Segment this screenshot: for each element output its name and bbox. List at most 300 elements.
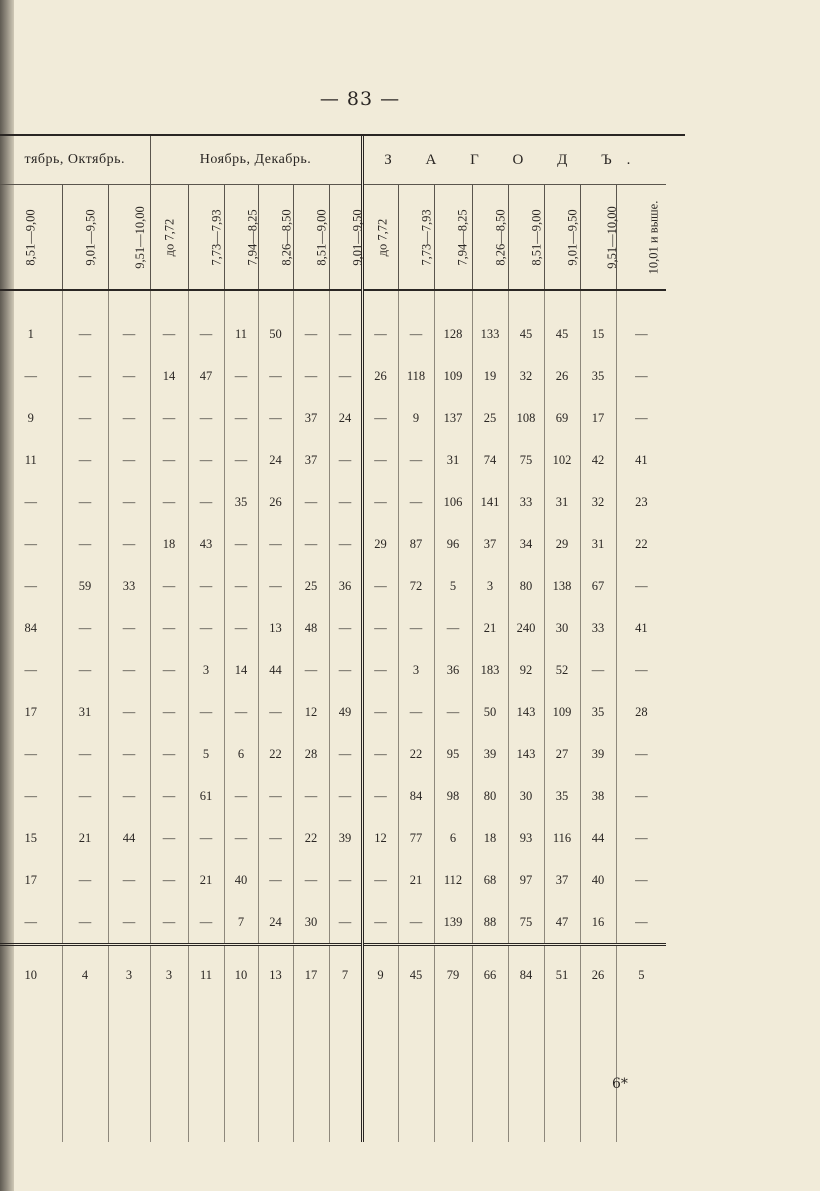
empty-cell — [150, 1032, 188, 1142]
table-cell: — — [62, 397, 108, 439]
table-cell: 21 — [472, 607, 508, 649]
table-cell: 18 — [472, 817, 508, 859]
table-cell: — — [188, 397, 224, 439]
table-cell: 138 — [544, 565, 580, 607]
table-cell: 52 — [544, 649, 580, 691]
table-cell: 50 — [258, 313, 293, 355]
table-cell: 14 — [150, 355, 188, 397]
table-cell: 32 — [580, 481, 616, 523]
table-cell: — — [362, 733, 398, 775]
table-cell: — — [258, 565, 293, 607]
table-cell: — — [62, 901, 108, 945]
table-cell: 35 — [544, 775, 580, 817]
table-cell: 1 — [27, 326, 34, 341]
empty-cell — [434, 1032, 472, 1142]
table-cell: 6 — [434, 817, 472, 859]
table-cell: 43 — [188, 523, 224, 565]
totals-row — [0, 945, 666, 1033]
table-cell: — — [362, 439, 398, 481]
table-cell: — — [580, 649, 616, 691]
table-cell: — — [329, 607, 362, 649]
table-cell: — — [62, 523, 108, 565]
table-cell: 17 — [580, 397, 616, 439]
table-row — [0, 313, 666, 355]
table-cell: — — [398, 691, 434, 733]
table-cell: 108 — [508, 397, 544, 439]
table-cell: — — [616, 859, 666, 901]
table-cell: — — [329, 775, 362, 817]
table-cell: 21 — [62, 817, 108, 859]
table-cell: — — [293, 859, 329, 901]
column-header — [580, 185, 619, 291]
table-cell: — — [329, 313, 362, 355]
spacer-cell — [616, 290, 666, 313]
table-cell: 68 — [472, 859, 508, 901]
table-cell: — — [616, 775, 666, 817]
empty-cell — [508, 1032, 544, 1142]
empty-cell — [544, 1032, 580, 1142]
column-header — [544, 185, 580, 291]
table-cell: 240 — [508, 607, 544, 649]
table-row — [0, 733, 666, 775]
table-cell: — — [108, 691, 150, 733]
column-header-label: 8,26—8,50 — [493, 209, 508, 266]
column-header — [329, 185, 365, 291]
table-cell: 25 — [472, 397, 508, 439]
table-cell: 106 — [434, 481, 472, 523]
table-cell: 39 — [472, 733, 508, 775]
column-header — [258, 185, 293, 291]
statistics-table-wrap — [0, 136, 666, 1068]
table-cell: — — [258, 775, 293, 817]
table-cell: — — [24, 536, 37, 551]
table-cell: 6 — [224, 733, 258, 775]
table-cell: 74 — [472, 439, 508, 481]
table-cell: 11 — [224, 313, 258, 355]
table-cell: — — [616, 733, 666, 775]
header-group-sep-oct: тябрь, Октябрь. — [0, 136, 150, 185]
empty-cell — [329, 1032, 362, 1142]
table-row — [0, 691, 666, 733]
empty-cell — [293, 1032, 329, 1142]
column-header — [293, 185, 329, 291]
column-header-label: 9,51—10,00 — [132, 206, 147, 269]
table-cell: — — [293, 523, 329, 565]
header-group-year: З А Г О Д Ъ. — [362, 136, 666, 185]
table-cell: — — [258, 397, 293, 439]
table-cell: — — [188, 481, 224, 523]
table-cell: — — [362, 901, 398, 945]
table-cell: 143 — [508, 733, 544, 775]
table-cell: 87 — [398, 523, 434, 565]
table-cell: 5 — [188, 733, 224, 775]
totals-cell: 4 — [62, 945, 108, 1033]
table-cell: — — [62, 733, 108, 775]
table-cell: — — [616, 355, 666, 397]
empty-cell — [188, 1032, 224, 1142]
column-header — [362, 185, 398, 291]
table-cell: — — [224, 817, 258, 859]
table-cell: 15 — [580, 313, 616, 355]
table-cell: — — [188, 313, 224, 355]
table-cell: 75 — [508, 439, 544, 481]
table-cell: 32 — [508, 355, 544, 397]
table-cell: 72 — [398, 565, 434, 607]
column-header-label: 10,01 и выше. — [645, 200, 660, 275]
spacer-cell — [150, 290, 188, 313]
table-cell: — — [224, 691, 258, 733]
table-cell: — — [108, 523, 150, 565]
table-cell: 41 — [616, 439, 666, 481]
table-cell: — — [108, 733, 150, 775]
table-cell: — — [150, 775, 188, 817]
table-cell: 44 — [108, 817, 150, 859]
spacer-cell — [580, 290, 616, 313]
table-cell: — — [108, 481, 150, 523]
column-header — [472, 185, 508, 291]
table-cell: — — [188, 565, 224, 607]
table-cell: — — [616, 397, 666, 439]
spacer-cell — [108, 290, 150, 313]
table-cell: 75 — [508, 901, 544, 945]
column-header-label: до 7,72 — [161, 218, 176, 257]
table-cell: 47 — [188, 355, 224, 397]
table-cell: 80 — [472, 775, 508, 817]
table-cell: — — [398, 439, 434, 481]
table-cell: — — [362, 775, 398, 817]
table-cell: 18 — [150, 523, 188, 565]
table-cell: 15 — [24, 830, 37, 845]
table-cell: — — [362, 313, 398, 355]
table-cell: 26 — [544, 355, 580, 397]
table-cell: 17 — [24, 872, 37, 887]
table-cell: — — [362, 691, 398, 733]
table-cell: — — [329, 439, 362, 481]
table-cell: 67 — [580, 565, 616, 607]
spacer-cell — [293, 290, 329, 313]
totals-cell: 26 — [580, 945, 616, 1033]
column-header — [616, 185, 666, 291]
table-cell: — — [150, 859, 188, 901]
table-cell: 109 — [544, 691, 580, 733]
table-cell: 69 — [544, 397, 580, 439]
table-cell: 128 — [434, 313, 472, 355]
table-cell: — — [108, 397, 150, 439]
totals-cell: 5 — [616, 945, 666, 1033]
table-cell: 22 — [293, 817, 329, 859]
table-cell: — — [616, 313, 666, 355]
totals-cell: 13 — [258, 945, 293, 1033]
totals-cell: 3 — [108, 945, 150, 1033]
table-cell: — — [62, 481, 108, 523]
table-cell: 109 — [434, 355, 472, 397]
table-cell: 112 — [434, 859, 472, 901]
table-cell: — — [258, 355, 293, 397]
table-cell: 9 — [398, 397, 434, 439]
table-cell: 25 — [293, 565, 329, 607]
table-cell: — — [616, 817, 666, 859]
table-cell: 3 — [398, 649, 434, 691]
spacer-row — [0, 290, 666, 313]
table-cell: 41 — [616, 607, 666, 649]
table-cell: 26 — [362, 355, 398, 397]
empty-cell — [398, 1032, 434, 1142]
table-cell: 50 — [472, 691, 508, 733]
table-cell: — — [150, 901, 188, 945]
table-cell: 37 — [293, 397, 329, 439]
table-cell: — — [258, 817, 293, 859]
table-cell: 96 — [434, 523, 472, 565]
table-cell: 92 — [508, 649, 544, 691]
table-row — [0, 523, 666, 565]
empty-cell — [580, 1032, 616, 1142]
table-row — [0, 817, 666, 859]
table-cell: 29 — [362, 523, 398, 565]
column-header — [150, 185, 188, 291]
column-header-label: 8,26—8,50 — [279, 209, 294, 266]
table-cell: — — [108, 607, 150, 649]
column-header-label: до 7,72 — [374, 218, 389, 257]
column-header-label: 7,73—7,93 — [419, 209, 434, 266]
spacer-cell — [329, 290, 362, 313]
table-cell: — — [329, 733, 362, 775]
table-row — [0, 859, 666, 901]
table-cell: 12 — [293, 691, 329, 733]
table-cell: — — [362, 481, 398, 523]
table-cell: 28 — [616, 691, 666, 733]
table-cell: — — [224, 607, 258, 649]
empty-cell — [258, 1032, 293, 1142]
table-cell: 7 — [224, 901, 258, 945]
column-header — [0, 185, 62, 291]
spacer-cell — [434, 290, 472, 313]
table-cell: 35 — [580, 355, 616, 397]
table-cell: 24 — [329, 397, 362, 439]
table-cell: 37 — [293, 439, 329, 481]
table-cell: 34 — [508, 523, 544, 565]
table-cell: 24 — [258, 901, 293, 945]
column-header — [508, 185, 544, 291]
table-cell: 49 — [329, 691, 362, 733]
spacer-cell — [362, 290, 398, 313]
table-cell: — — [258, 859, 293, 901]
table-cell: — — [398, 607, 434, 649]
table-cell: 17 — [24, 704, 37, 719]
table-cell: 29 — [544, 523, 580, 565]
table-cell: — — [434, 607, 472, 649]
table-cell: 97 — [508, 859, 544, 901]
totals-cell: 51 — [544, 945, 580, 1033]
table-cell: — — [24, 662, 37, 677]
totals-cell: 10 — [224, 945, 258, 1033]
totals-cell: 10 — [0, 945, 62, 1033]
table-cell: — — [329, 523, 362, 565]
table-cell: — — [224, 565, 258, 607]
spacer-cell — [472, 290, 508, 313]
totals-cell: 79 — [434, 945, 472, 1033]
column-header — [224, 185, 258, 291]
table-cell: 31 — [544, 481, 580, 523]
table-cell: — — [150, 817, 188, 859]
table-cell: 40 — [224, 859, 258, 901]
table-cell: — — [398, 481, 434, 523]
table-cell: 30 — [508, 775, 544, 817]
header-group-nov-dec: Ноябрь, Декабрь. — [150, 136, 362, 185]
table-cell: 47 — [544, 901, 580, 945]
table-cell: — — [150, 607, 188, 649]
table-cell: — — [108, 439, 150, 481]
table-cell: 139 — [434, 901, 472, 945]
column-header — [434, 185, 472, 291]
table-row — [0, 355, 666, 397]
table-cell: 26 — [258, 481, 293, 523]
table-cell: — — [362, 859, 398, 901]
table-cell: — — [293, 355, 329, 397]
spacer-cell — [258, 290, 293, 313]
table-cell: 3 — [188, 649, 224, 691]
table-cell: 44 — [580, 817, 616, 859]
table-cell: 36 — [434, 649, 472, 691]
table-cell: — — [150, 733, 188, 775]
totals-cell: 45 — [398, 945, 434, 1033]
table-cell: 31 — [62, 691, 108, 733]
table-cell: — — [62, 313, 108, 355]
page-number: — 83 — — [319, 88, 401, 110]
column-header-label: 8,51—9,00 — [23, 209, 38, 266]
table-cell: — — [293, 313, 329, 355]
table-cell: — — [293, 775, 329, 817]
column-header-label: 9,01—9,50 — [565, 209, 580, 266]
totals-cell: 66 — [472, 945, 508, 1033]
table-cell: — — [224, 523, 258, 565]
column-header — [188, 185, 224, 291]
table-row — [0, 649, 666, 691]
table-cell: 27 — [544, 733, 580, 775]
table-cell: 38 — [580, 775, 616, 817]
table-row — [0, 775, 666, 817]
table-cell: — — [362, 607, 398, 649]
table-cell: 19 — [472, 355, 508, 397]
table-cell: 33 — [508, 481, 544, 523]
table-cell: 88 — [472, 901, 508, 945]
table-cell: 33 — [108, 565, 150, 607]
table-cell: — — [329, 649, 362, 691]
table-cell: 77 — [398, 817, 434, 859]
spacer-cell — [0, 290, 62, 313]
table-cell: 118 — [398, 355, 434, 397]
statistics-table — [0, 136, 666, 1142]
table-cell: 143 — [508, 691, 544, 733]
table-cell: — — [24, 788, 37, 803]
table-cell: — — [150, 565, 188, 607]
table-cell: 22 — [398, 733, 434, 775]
column-header-label: 8,51—9,00 — [314, 209, 329, 266]
column-header-label: 9,01—9,50 — [83, 209, 98, 266]
table-cell: 61 — [188, 775, 224, 817]
table-cell: 39 — [580, 733, 616, 775]
column-header-label: 7,94—8,25 — [245, 209, 260, 266]
table-cell: 23 — [616, 481, 666, 523]
table-cell: — — [224, 775, 258, 817]
table-cell: 12 — [362, 817, 398, 859]
table-cell: — — [329, 355, 362, 397]
empty-cell — [62, 1032, 108, 1142]
table-cell: — — [108, 355, 150, 397]
table-cell: — — [62, 607, 108, 649]
column-header — [398, 185, 434, 291]
table-cell: 11 — [24, 452, 37, 467]
table-cell: 84 — [24, 620, 37, 635]
column-header-label: 8,51—9,00 — [529, 209, 544, 266]
table-cell: — — [62, 355, 108, 397]
table-cell: — — [258, 523, 293, 565]
table-cell: 31 — [580, 523, 616, 565]
table-cell: 35 — [580, 691, 616, 733]
printer-signature: 6* — [612, 1076, 628, 1092]
table-cell: — — [24, 914, 37, 929]
table-row — [0, 901, 666, 945]
table-cell: 40 — [580, 859, 616, 901]
table-cell: 24 — [258, 439, 293, 481]
empty-cell — [472, 1032, 508, 1142]
table-cell: — — [616, 649, 666, 691]
table-cell: — — [224, 439, 258, 481]
table-cell: 44 — [258, 649, 293, 691]
table-cell: 9 — [27, 410, 34, 425]
column-header-label: 9,01—9,50 — [350, 209, 365, 266]
table-cell: — — [616, 565, 666, 607]
table-cell: — — [62, 439, 108, 481]
table-cell: 31 — [434, 439, 472, 481]
table-cell: — — [434, 691, 472, 733]
table-cell: 35 — [224, 481, 258, 523]
table-cell: 42 — [580, 439, 616, 481]
table-row — [0, 607, 666, 649]
table-cell: — — [188, 439, 224, 481]
table-cell: — — [150, 649, 188, 691]
table-cell: 183 — [472, 649, 508, 691]
table-cell: — — [188, 901, 224, 945]
table-cell: 93 — [508, 817, 544, 859]
table-cell: — — [293, 481, 329, 523]
table-cell: — — [150, 397, 188, 439]
table-cell: — — [398, 901, 434, 945]
table-cell: — — [224, 355, 258, 397]
table-cell: 48 — [293, 607, 329, 649]
table-cell: — — [24, 746, 37, 761]
table-cell: — — [329, 859, 362, 901]
table-cell: — — [224, 397, 258, 439]
table-cell: — — [150, 439, 188, 481]
table-cell: 102 — [544, 439, 580, 481]
table-row — [0, 439, 666, 481]
table-cell: 5 — [434, 565, 472, 607]
table-cell: 36 — [329, 565, 362, 607]
spacer-cell — [398, 290, 434, 313]
table-cell: — — [108, 859, 150, 901]
totals-cell: 84 — [508, 945, 544, 1033]
table-cell: — — [188, 817, 224, 859]
spacer-cell — [188, 290, 224, 313]
spacer-cell — [544, 290, 580, 313]
empty-tail-row — [0, 1032, 666, 1142]
table-cell: 21 — [398, 859, 434, 901]
table-cell: 3 — [472, 565, 508, 607]
empty-cell — [224, 1032, 258, 1142]
table-cell: — — [616, 901, 666, 945]
table-cell: 59 — [62, 565, 108, 607]
table-cell: — — [362, 397, 398, 439]
